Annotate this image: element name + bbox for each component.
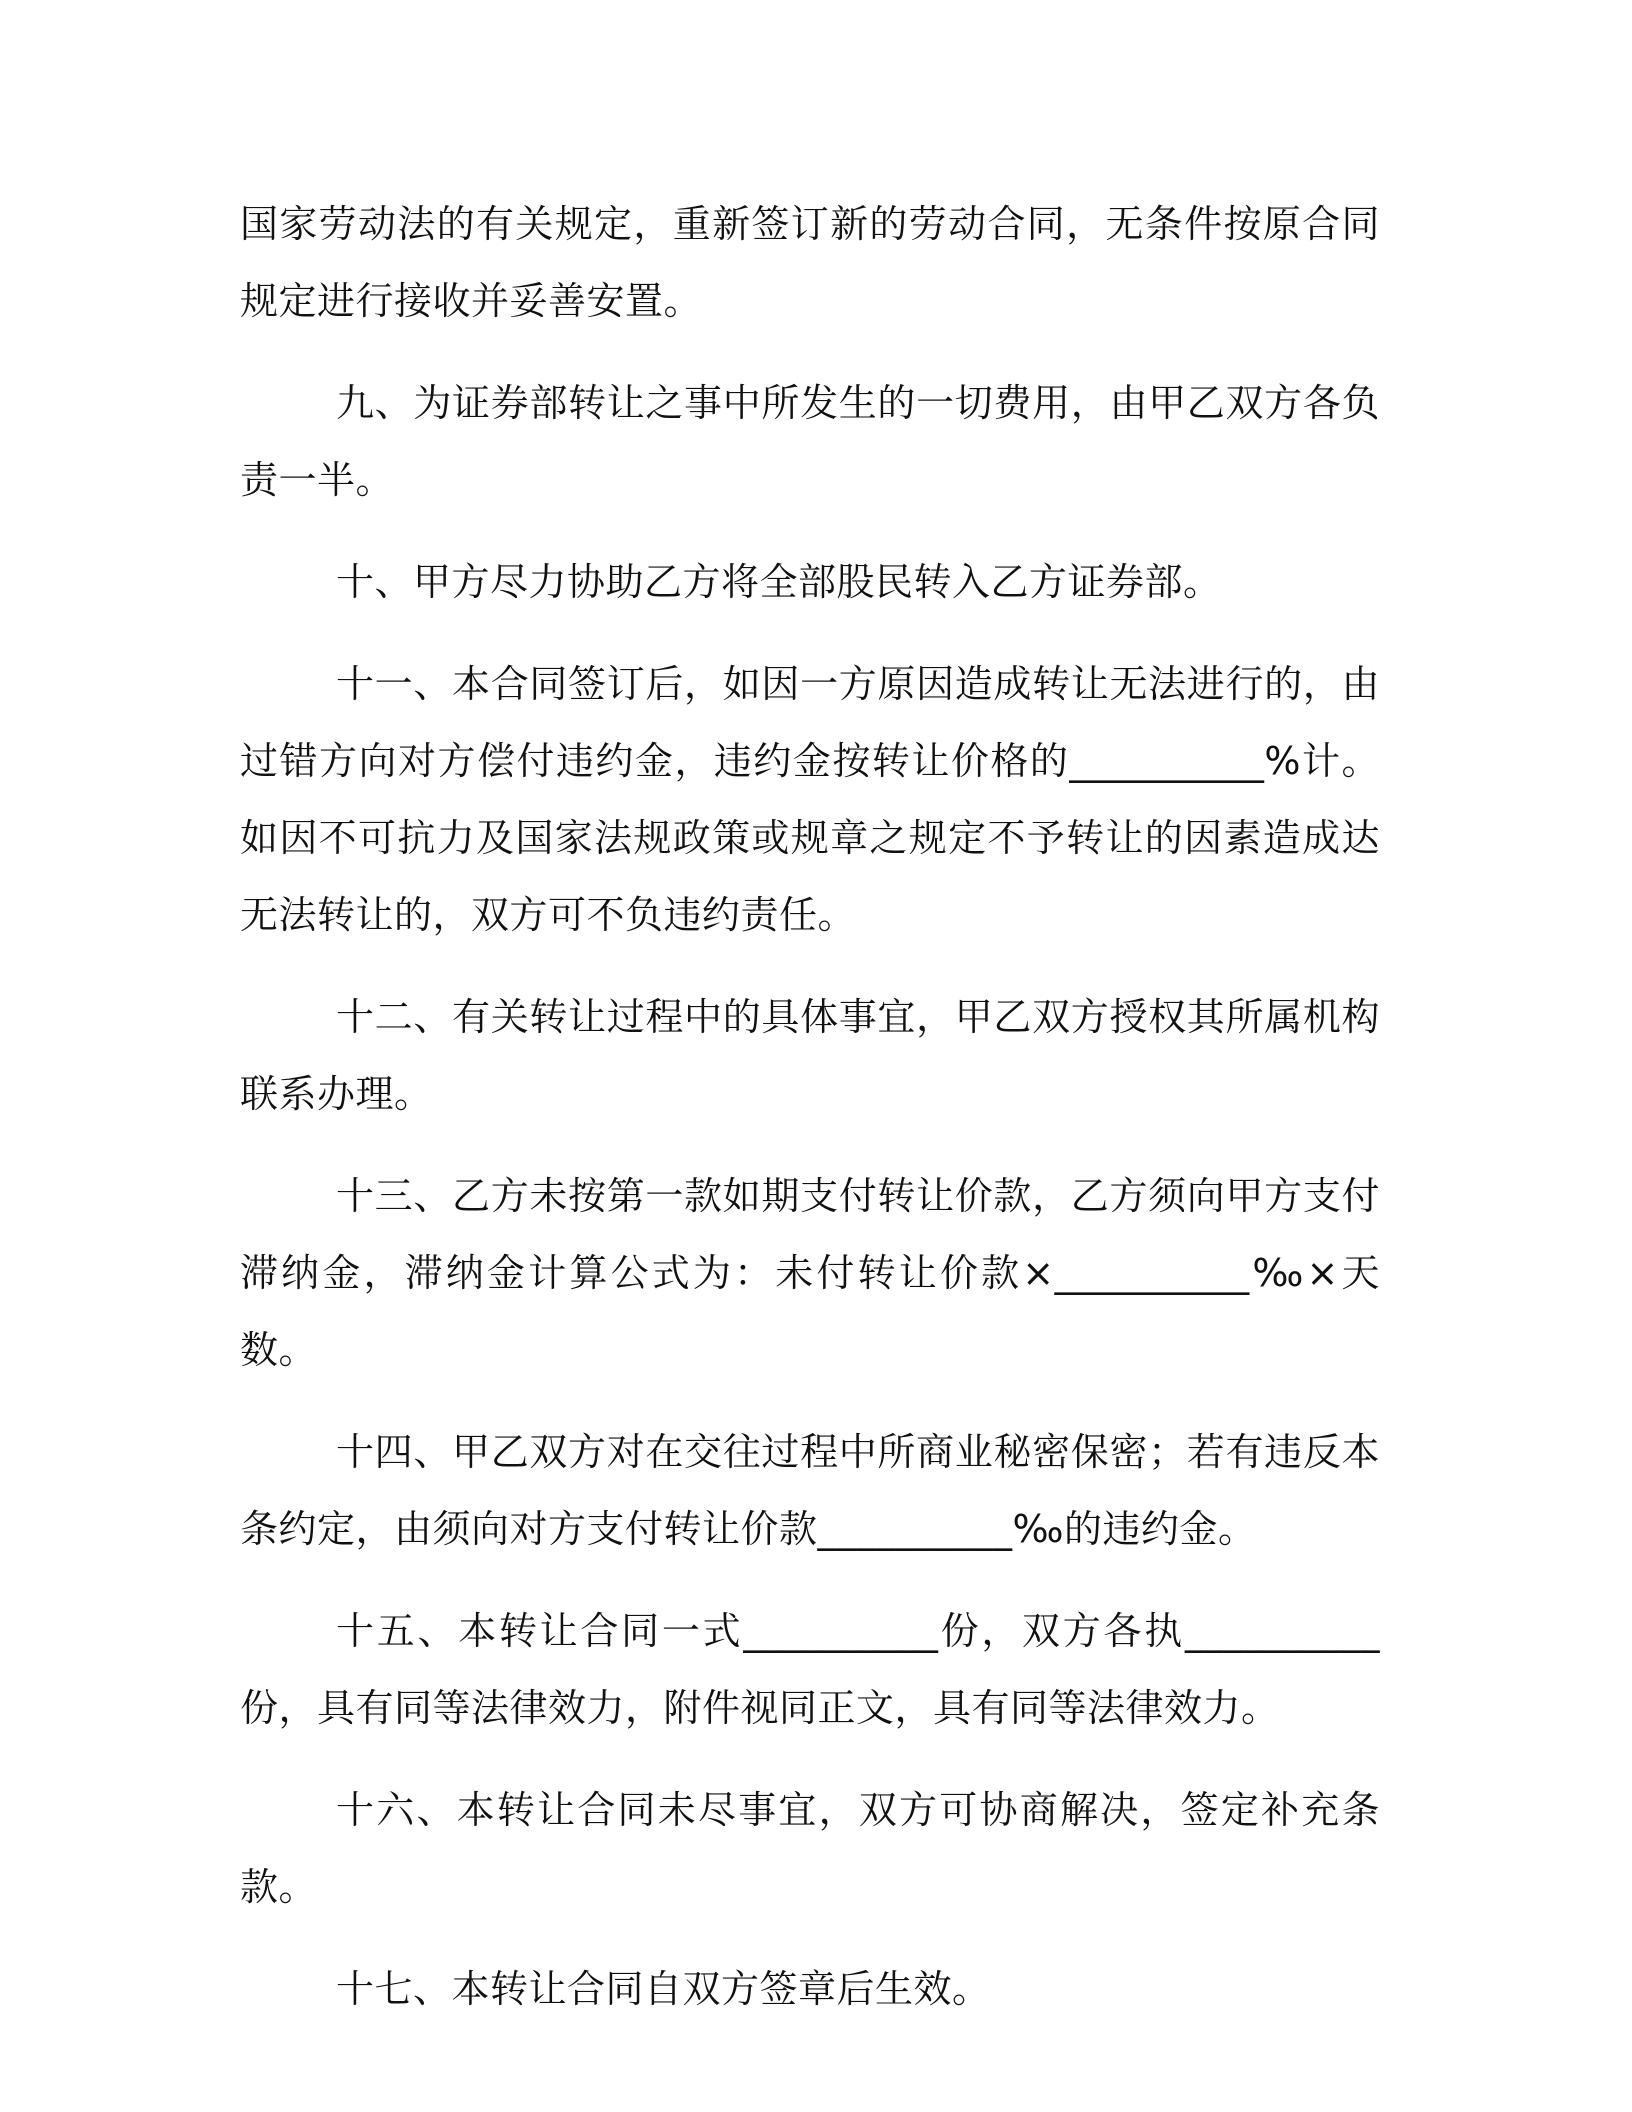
- paragraph-continuation: 国家劳动法的有关规定，重新签订新的劳动合同，无条件按原合同规定进行接收并妥善安置。: [240, 202, 1380, 323]
- document-body: [240, 186, 1380, 2053]
- clause-16: 十六、本转让合同未尽事宜，双方可协商解决，签定补充条款。: [240, 1788, 1380, 1909]
- clause-12: 十二、有关转让过程中的具体事宜，甲乙双方授权其所属机构联系办理。: [240, 995, 1380, 1116]
- clause-10: 十、甲方尽力协助乙方将全部股民转入乙方证券部。: [336, 560, 1222, 604]
- clause-17: 十七、本转让合同自双方签章后生效。: [336, 1967, 991, 2011]
- clause-9: 九、为证券部转让之事中所发生的一切费用，由甲乙双方各负责一半。: [240, 381, 1380, 502]
- clause-13: 十三、乙方未按第一款如期支付转让价款，乙方须向甲方支付滞纳金，滞纳金计算公式为：未付转让价款×__________‰×天数。: [240, 1174, 1380, 1372]
- clause-15: 十五、本转让合同一式__________份，双方各执__________份，具有同等法律效力，附件视同正文，具有同等法律效力。: [240, 1609, 1380, 1730]
- clause-14: 十四、甲乙双方对在交往过程中所商业秘密保密；若有违反本条约定，由须向对方支付转让价款__________‰的违约金。: [240, 1430, 1380, 1551]
- clause-11: 十一、本合同签订后，如因一方原因造成转让无法进行的，由过错方向对方偿付违约金，违约金按转让价格的__________%计。如因不可抗力及国家法规政策或规章之规定不予转让的因素造成达无法转让的，双方可不负违约责任。: [240, 662, 1380, 937]
